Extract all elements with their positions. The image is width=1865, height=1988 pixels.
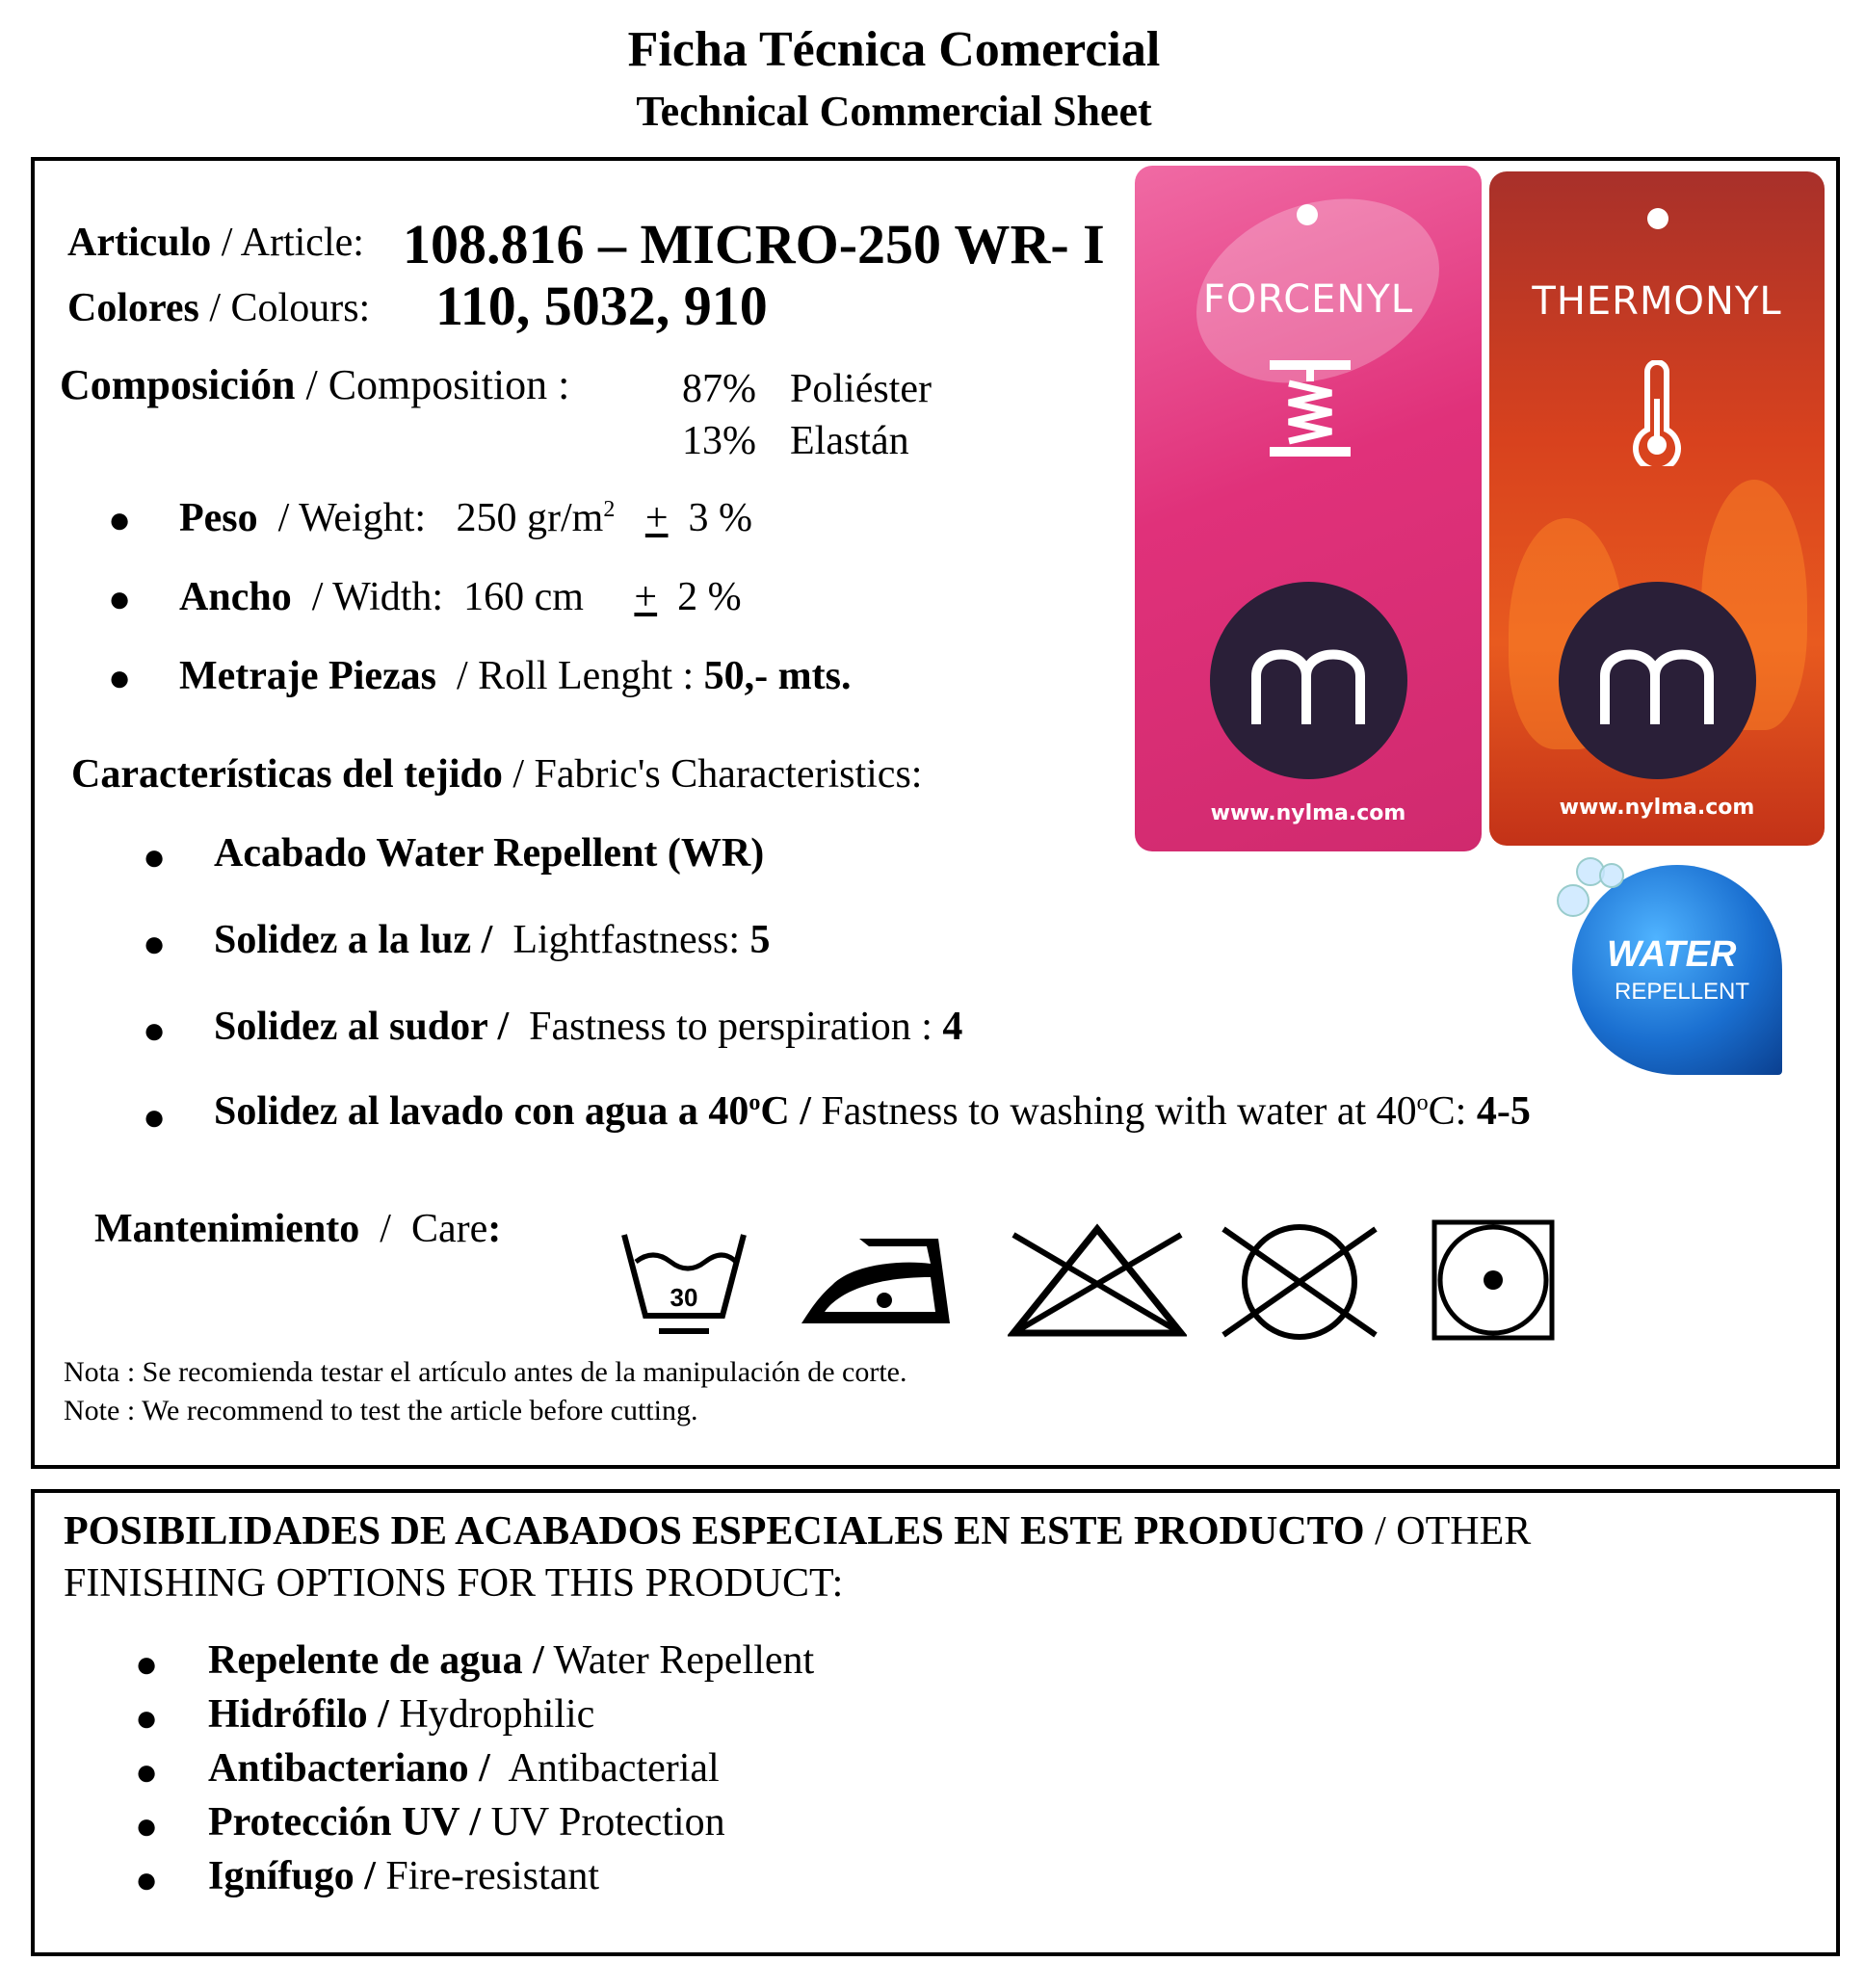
composition-pct: 13% [682,419,756,463]
bullet: ● [108,656,132,699]
nylma-logo [1559,582,1756,779]
roll-row [179,653,851,699]
characteristics-heading-es: Características del tejido [71,752,503,797]
no-bleach-icon [1008,1221,1187,1343]
width-tolerance: 2 % [677,575,742,619]
colours-label-es: Colores [67,286,199,330]
badge-line-2: REPELLENT [1615,979,1750,1005]
composition-material: Elastán [790,419,909,463]
characteristic-bold: Solidez al sudor / [214,1005,510,1049]
thermonyl-tag [1489,171,1825,846]
roll-label-en: / Roll Lenght : [457,654,695,698]
bullet: ● [135,1858,159,1901]
finishing-item [208,1799,725,1845]
finishing-item-bold: Repelente de agua / [208,1638,544,1683]
characteristics-heading-en: / Fabric's Characteristics: [502,752,923,797]
weight-row [179,495,752,541]
width-tolerance-sign: + [634,575,658,619]
article-label-es: Articulo [67,221,212,265]
article-row [67,220,364,266]
nylma-m-icon [1247,638,1372,724]
weight-label-en: / Weight: [277,496,426,540]
thermonyl-url: www.nylma.com [1559,796,1755,820]
bullet: ● [143,922,167,965]
water-drop [1557,884,1589,917]
characteristic-value: 5 [749,918,771,962]
width-label-es: Ancho [179,575,292,619]
forcenyl-brand: FORCENYL [1202,277,1414,322]
bullet: ● [108,498,132,541]
wash-temp: 30 [670,1283,698,1312]
note-es: Nota : Se recomienda testar el artículo antes de la manipulación de corte. [64,1356,907,1388]
thermonyl-brand: THERMONYL [1532,279,1782,324]
tumble-dry-low-icon [1432,1219,1555,1341]
finishing-item-normal: Fire-resistant [375,1854,599,1898]
forcenyl-tag [1135,166,1482,851]
bullet: ● [143,1095,167,1138]
weight-sup: 2 [603,497,616,522]
finishing-item-normal: UV Protection [481,1800,725,1844]
width-value: 160 cm [463,575,584,619]
composition-row-1 [682,366,932,412]
colours-row [67,285,370,331]
finishing-heading-line-2: FINISHING OPTIONS FOR THIS PRODUCT: [64,1561,844,1606]
weight-value: 250 gr/m [456,496,604,540]
composition-row-2 [682,418,909,464]
finishing-heading-normal: / OTHER [1364,1509,1532,1554]
finishing-item [208,1637,814,1684]
article-value: 108.816 – MICRO-250 WR- I [403,213,1105,275]
roll-label-es: Metraje Piezas [179,654,436,698]
roll-value: 50,- mts. [703,654,852,698]
colours-value: 110, 5032, 910 [435,275,768,337]
no-dryclean-icon [1218,1221,1381,1343]
characteristic-normal: Fastness to perspiration : [509,1005,943,1049]
finishing-item-normal: Antibacterial [489,1746,720,1791]
characteristic-bold: Solidez a la luz / [214,918,493,962]
composition-pct: 87% [682,367,756,411]
colours-label-en: / Colours: [198,286,371,330]
composition-material: Poliéster [790,367,932,411]
characteristic-normal: Fastness to washing with water at 40 [810,1089,1417,1134]
characteristic-item [214,917,771,963]
wash-30-icon [617,1223,751,1339]
care-row [94,1206,501,1252]
characteristic-normal: Lightfastness: [492,918,750,962]
badge-line-1: WATER [1607,934,1737,975]
characteristic-value: 4-5 [1476,1089,1531,1134]
bullet: ● [135,1696,159,1740]
note-en: Note : We recommend to test the article before cutting. [64,1395,698,1426]
care-label-en: / Care [359,1207,488,1251]
bullet: ● [108,577,132,620]
finishing-heading [64,1508,1531,1555]
finishing-item-bold: Protección UV / [208,1800,482,1844]
finishing-item-bold: Antibacteriano / [208,1746,490,1791]
spring-icon [1270,360,1351,457]
water-repellent-badge [1572,865,1782,1075]
tag-hole [1647,208,1668,229]
bullet: ● [143,835,167,878]
characteristic-bold: Acabado Water Repellent (WR) [214,831,765,876]
composition-label-es: Composición [60,361,296,408]
characteristic-degree: o [749,1090,761,1115]
characteristic-degree: o [1416,1090,1429,1115]
nylma-m-icon [1595,638,1721,724]
finishing-heading-bold: POSIBILIDADES DE ACABADOS ESPECIALES EN ESTE PRODUCTO [64,1509,1365,1554]
finishing-item-normal: Water Repellent [543,1638,815,1683]
iron-low-icon [796,1231,956,1331]
weight-tolerance-sign: + [644,496,669,540]
width-row [179,574,742,620]
article-label-en: / Article: [211,221,364,265]
characteristics-heading [71,751,922,798]
bullet: ● [143,1008,167,1052]
composition-row [60,360,569,409]
bullet: ● [135,1750,159,1793]
forcenyl-url: www.nylma.com [1210,801,1406,825]
characteristic-item [214,1088,1531,1135]
weight-tolerance: 3 % [688,496,753,540]
finishing-item-normal: Hydrophilic [388,1692,595,1737]
weight-label-es: Peso [179,496,258,540]
finishing-item [208,1691,594,1738]
width-label-en: / Width: [311,575,444,619]
water-drop [1599,863,1624,888]
finishing-item-bold: Ignífugo / [208,1854,376,1898]
characteristic-item [214,1004,962,1050]
characteristic-normal-tail: C: [1428,1089,1477,1134]
care-label-es: Mantenimiento [94,1207,360,1251]
characteristic-bold-tail: C / [760,1089,811,1134]
characteristic-bold: Solidez al lavado con agua a 40 [214,1089,749,1134]
characteristic-value: 4 [942,1005,963,1049]
bullet: ● [135,1804,159,1847]
thermometer-icon [1630,360,1684,466]
page-title: Ficha Técnica Comercial [627,22,1161,77]
characteristic-item [214,830,764,876]
care-colon: : [487,1207,502,1251]
finishing-item [208,1853,599,1899]
tag-hole [1297,204,1318,225]
page-subtitle: Technical Commercial Sheet [636,88,1152,135]
nylma-logo [1210,582,1407,779]
finishing-item-bold: Hidrófilo / [208,1692,389,1737]
composition-label-en: / Composition : [295,361,570,408]
finishing-item [208,1745,720,1792]
bullet: ● [135,1642,159,1686]
